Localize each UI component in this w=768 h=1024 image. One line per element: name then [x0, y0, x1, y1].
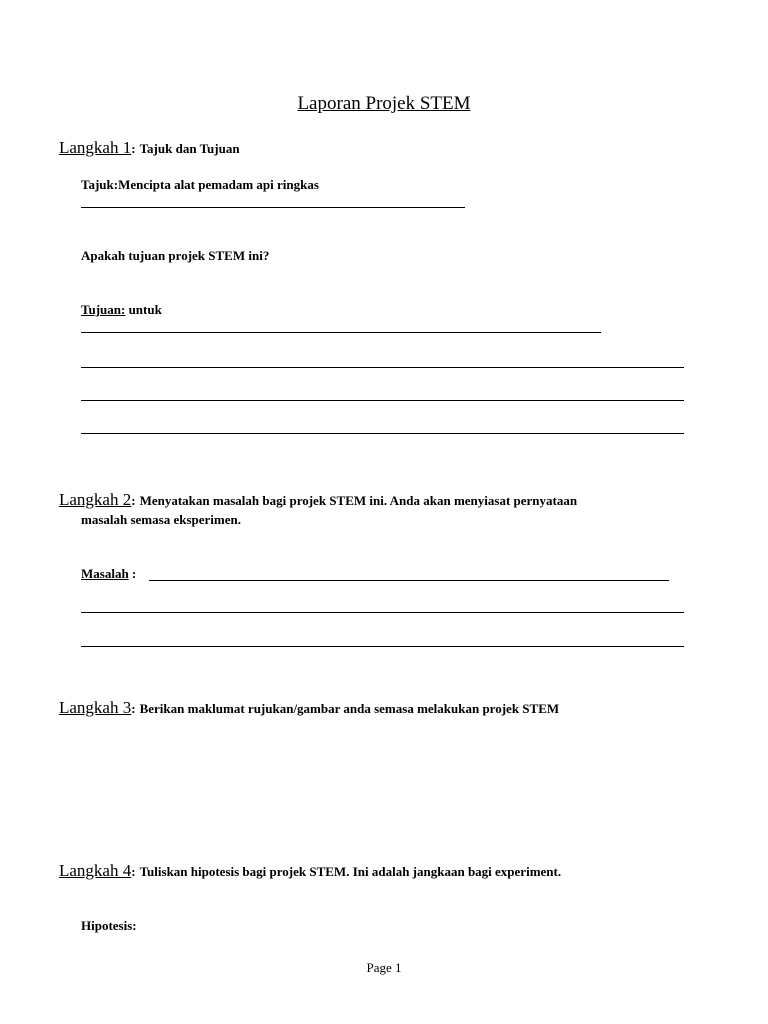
tajuk-label: Tajuk: [81, 177, 119, 192]
tujuan-answer-line-2[interactable] [81, 367, 684, 368]
tujuan-answer-line-4[interactable] [81, 433, 684, 434]
tujuan-line [81, 302, 162, 318]
tujuan-value: untuk [128, 302, 162, 317]
page-title: Laporan Projek STEM [297, 93, 471, 114]
masalah-label: Masalah [81, 566, 129, 581]
step-3-text: Berikan maklumat rujukan/gambar anda semasa melakukan projek STEM [139, 701, 560, 716]
step-4-colon: : [131, 864, 136, 879]
tujuan-answer-line-1[interactable] [81, 332, 601, 333]
step-4-label: Langkah 4 [59, 861, 132, 880]
step-3-colon: : [131, 701, 136, 716]
page-number: Page 1 [366, 960, 402, 975]
step-2-heading [59, 490, 577, 510]
masalah-line [81, 566, 136, 582]
step-1-label: Langkah 1 [59, 138, 132, 157]
masalah-answer-line-3[interactable] [81, 646, 684, 647]
tujuan-answer-line-3[interactable] [81, 400, 684, 401]
masalah-answer-line-1[interactable] [149, 580, 669, 581]
masalah-answer-line-2[interactable] [81, 612, 684, 613]
step-4-text: Tuliskan hipotesis bagi projek STEM. Ini adalah jangkaan bagi experiment. [139, 864, 562, 879]
step-1-heading [59, 138, 240, 158]
tajuk-line [81, 177, 319, 193]
step-1-text: Tajuk dan Tujuan [139, 141, 240, 156]
step-2-label: Langkah 2 [59, 490, 132, 509]
step-2-text-continued: masalah semasa eksperimen. [81, 512, 241, 527]
step-1-colon: : [131, 141, 136, 156]
tajuk-value: Mencipta alat pemadam api ringkas [118, 177, 319, 192]
step-2-text: Menyatakan masalah bagi projek STEM ini. Anda akan menyiasat pernyataan [139, 493, 578, 508]
step-3-label: Langkah 3 [59, 698, 132, 717]
masalah-separator: : [131, 566, 137, 581]
step-2-colon: : [131, 493, 136, 508]
step-3-heading [59, 698, 559, 718]
step-4-heading [59, 861, 561, 881]
tajuk-answer-line[interactable] [81, 207, 465, 208]
tujuan-label: Tujuan: [81, 302, 126, 317]
tujuan-question: Apakah tujuan projek STEM ini? [81, 248, 270, 263]
hipotesis-label: Hipotesis: [81, 918, 137, 933]
